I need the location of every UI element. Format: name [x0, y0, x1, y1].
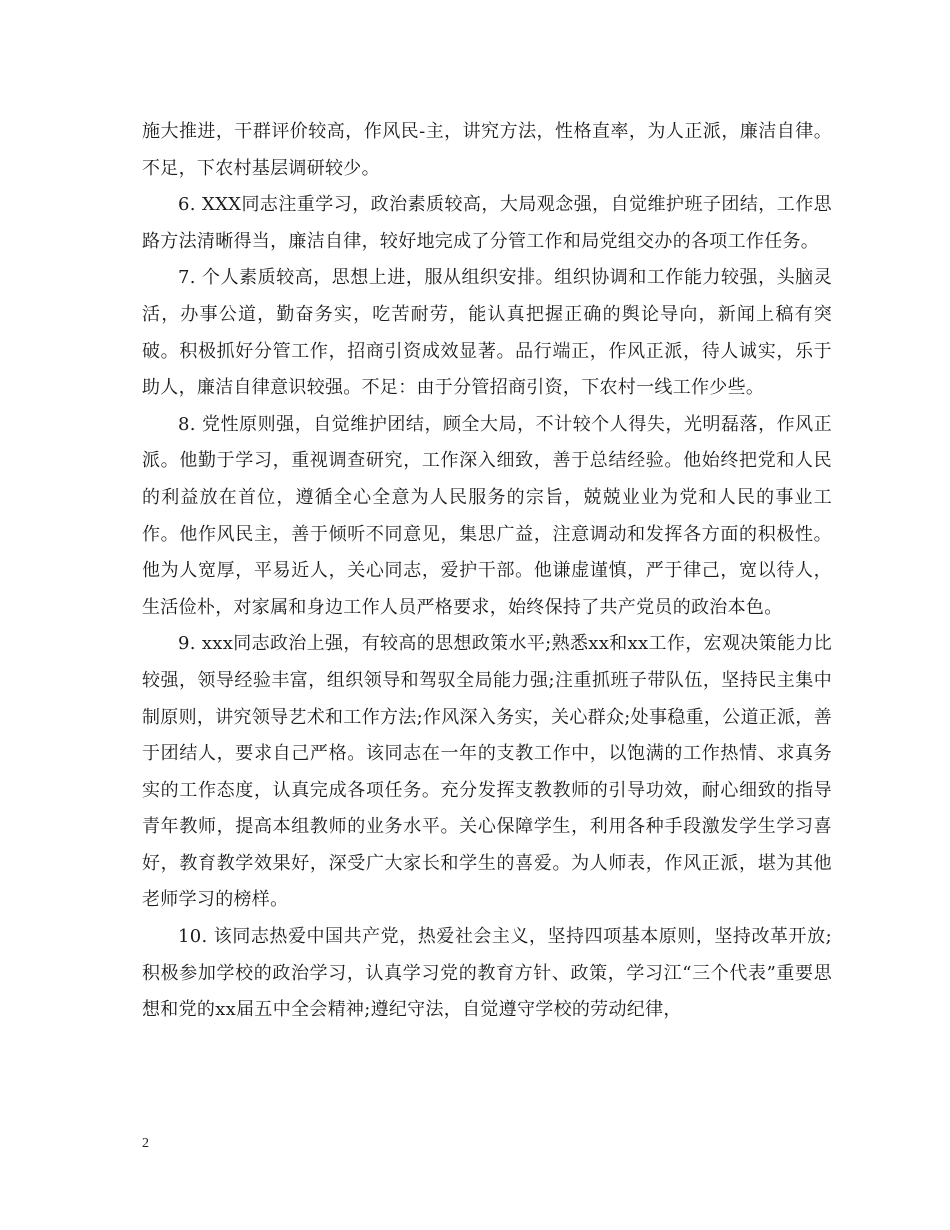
paragraph-item-8: 8. 党性原则强，自觉维护团结，顾全大局，不计较个人得失，光明磊落，作风正派。他勤于学习，重视调查研究，工作深入细致，善于总结经验。他始终把党和人民的利益放在首位，遵循全心全意为人民服务的宗旨，兢兢业业为党和人民的事业工作。他作风民主，善于倾听不同意见，集思广益，注意调动和发挥各方面的积极性。他为人宽厚，平易近人，关心同志，爱护干部。他谦虚谨慎，严于律己，宽以待人，生活俭朴，对家属和身边工作人员严格要求，始终保持了共产党员的政治本色。 — [142, 413, 832, 618]
paragraph-item-6: 6. XXX同志注重学习，政治素质较高，大局观念强，自觉维护班子团结，工作思路方法清晰得当，廉洁自律，较好地完成了分管工作和局党组交办的各项工作任务。 — [142, 194, 832, 252]
page-number: 2 — [142, 1136, 149, 1151]
paragraph-item-7: 7. 个人素质较高，思想上进，服从组织安排。组织协调和工作能力较强，头脑灵活，办事公道，勤奋务实，吃苦耐劳，能认真把握正确的舆论导向，新闻上稿有突破。积极抓好分管工作，招商引资成效显著。品行端正，作风正派，待人诚实，乐于助人，廉洁自律意识较强。不足：由于分管招商引资，下农村一线工作少些。 — [142, 267, 832, 399]
paragraph-item-10: 10. 该同志热爱中国共产党，热爱社会主义，坚持四项基本原则，坚持改革开放;积极参加学校的政治学习，认真学习党的教育方针、政策，学习江“三个代表”重要思想和党的xx届五中全会精神;遵纪守法，自觉遵守学校的劳动纪律， — [142, 926, 832, 1021]
paragraph-continuation: 施大推进，干群评价较高，作风民-主，讲究方法，性格直率，为人正派，廉洁自律。不足，下农村基层调研较少。 — [142, 121, 832, 179]
paragraph-item-9: 9. xxx同志政治上强，有较高的思想政策水平;熟悉xx和xx工作，宏观决策能力比较强，领导经验丰富，组织领导和驾驭全局能力强;注重抓班子带队伍，坚持民主集中制原则，讲究领导艺术和工作方法;作风深入务实，关心群众;处事稳重，公道正派，善于团结人，要求自己严格。该同志在一年的支教工作中，以饱满的工作热情、求真务实的工作态度，认真完成各项任务。充分发挥支教教师的引导功效，耐心细致的指导青年教师，提高本组教师的业务水平。关心保障学生，利用各种手段激发学生学习喜好，教育教学效果好，深受广大家长和学生的喜爱。为人师表，作风正派，堪为其他老师学习的榜样。 — [142, 633, 832, 911]
document-body — [142, 114, 832, 1029]
